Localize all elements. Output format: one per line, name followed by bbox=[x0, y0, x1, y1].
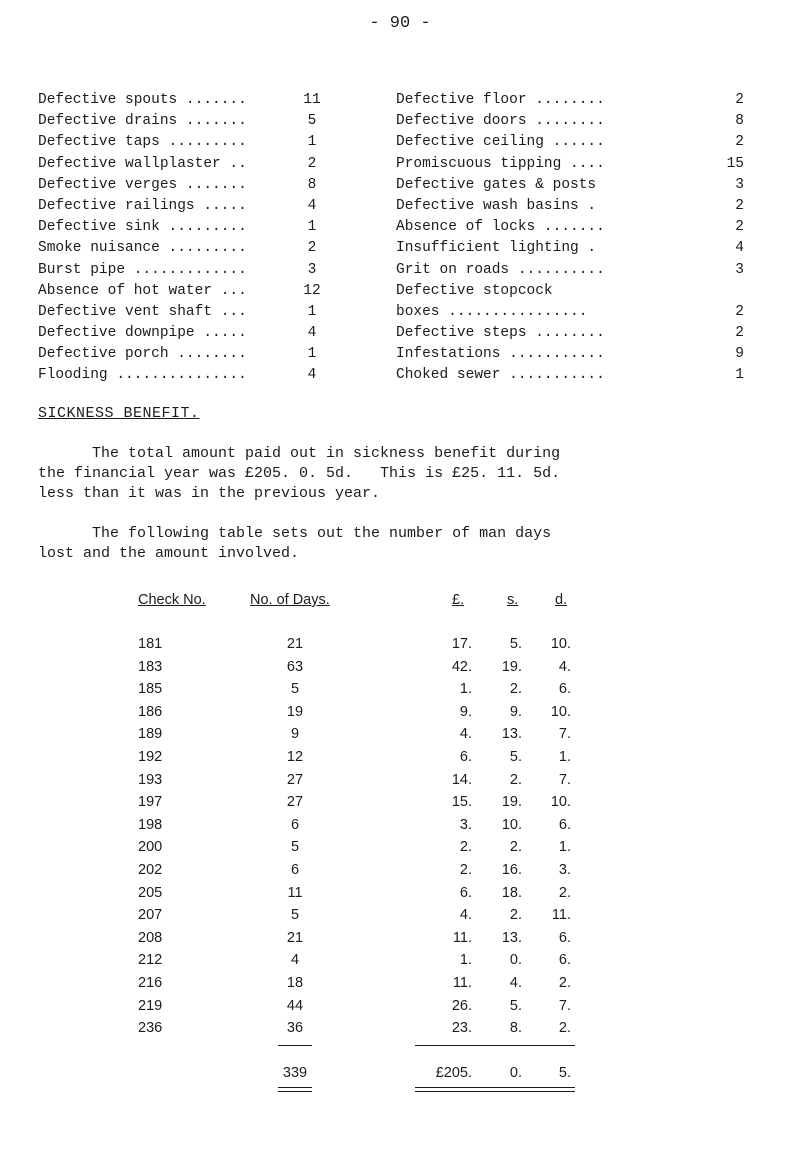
cell-pounds: 4. bbox=[459, 907, 472, 924]
cell-days: 27 bbox=[286, 794, 304, 811]
cell-shillings: 19. bbox=[501, 658, 522, 675]
defect-label: Defective downpipe ..... bbox=[38, 325, 247, 342]
cell-days: 9 bbox=[290, 726, 300, 743]
cell-days: 5 bbox=[290, 681, 300, 698]
cell-shillings: 5. bbox=[509, 749, 522, 765]
table-row bbox=[0, 862, 800, 884]
defect-row bbox=[396, 281, 776, 302]
cell-pounds: 2. bbox=[459, 839, 472, 856]
defect-label: Choked sewer ........... bbox=[396, 367, 605, 384]
defect-count: 2 bbox=[735, 303, 744, 320]
cell-shillings: 8. bbox=[509, 1020, 522, 1037]
cell-pounds: 15. bbox=[451, 794, 472, 811]
defect-row bbox=[396, 132, 776, 153]
cell-shillings: 10. bbox=[501, 816, 522, 833]
defect-label: Flooding ............... bbox=[38, 367, 247, 384]
cell-shillings: 18. bbox=[501, 884, 522, 901]
cell-shillings: 4. bbox=[509, 975, 522, 991]
defect-label: Defective floor ........ bbox=[396, 92, 605, 108]
defect-row bbox=[38, 111, 358, 132]
defect-row bbox=[396, 217, 776, 238]
paragraph-total-benefit: The total amount paid out in sickness benefit during the financial year was £205. 0. 5d. This is £25. 11. 5d. less than it was in the previous year. bbox=[38, 445, 561, 502]
defect-label: Defective drains ....... bbox=[38, 113, 247, 130]
table-row bbox=[0, 839, 800, 861]
header-days: No. of Days. bbox=[250, 592, 330, 608]
defect-row bbox=[38, 196, 358, 217]
defect-row bbox=[38, 344, 358, 365]
cell-days: 21 bbox=[286, 636, 304, 652]
table-row bbox=[0, 930, 800, 952]
cell-check-no: 198 bbox=[138, 816, 163, 833]
cell-shillings: 5. bbox=[509, 636, 522, 652]
total-days: 339 bbox=[282, 1064, 308, 1081]
cell-shillings: 2. bbox=[509, 681, 522, 698]
defect-row bbox=[38, 365, 358, 386]
page-number: - 90 - bbox=[369, 14, 431, 33]
cell-pounds: 4. bbox=[459, 726, 472, 743]
cell-check-no: 216 bbox=[138, 975, 163, 991]
table-row bbox=[0, 794, 800, 816]
cell-pence: 10. bbox=[550, 794, 571, 811]
defect-count: 4 bbox=[307, 325, 317, 342]
cell-shillings: 2. bbox=[509, 839, 522, 856]
cell-shillings: 9. bbox=[509, 703, 522, 720]
defect-label: Smoke nuisance ......... bbox=[38, 240, 247, 257]
total-pence: 5. bbox=[558, 1064, 571, 1081]
defects-left-column bbox=[38, 90, 358, 387]
table-row bbox=[0, 726, 800, 748]
cell-pounds: 2. bbox=[459, 862, 472, 878]
defect-count: 8 bbox=[735, 113, 744, 130]
cell-pounds: 6. bbox=[459, 749, 472, 765]
defect-row bbox=[396, 365, 776, 386]
defect-label: Grit on roads .......... bbox=[396, 261, 605, 278]
cell-shillings: 19. bbox=[501, 794, 522, 811]
cell-days: 36 bbox=[286, 1020, 304, 1037]
defect-row bbox=[396, 196, 776, 217]
cell-days: 5 bbox=[290, 839, 300, 856]
cell-pounds: 23. bbox=[451, 1020, 472, 1037]
defect-count: 8 bbox=[307, 176, 317, 193]
table-row bbox=[0, 704, 800, 726]
total-pounds: £205. bbox=[435, 1064, 472, 1081]
defect-label: Defective taps ......... bbox=[38, 134, 247, 151]
defect-label: Infestations ........... bbox=[396, 346, 605, 363]
table-row bbox=[0, 681, 800, 703]
defect-count: 2 bbox=[307, 240, 317, 257]
defect-label: Absence of hot water ... bbox=[38, 282, 247, 299]
defect-count: 11 bbox=[303, 92, 321, 108]
cell-days: 6 bbox=[290, 862, 300, 878]
cell-pence: 2. bbox=[558, 975, 571, 991]
defect-row bbox=[38, 323, 358, 344]
defect-label: Defective gates & posts bbox=[396, 176, 597, 193]
table-row bbox=[0, 952, 800, 974]
totals-row bbox=[0, 1065, 800, 1087]
defect-count: 4 bbox=[307, 197, 317, 214]
cell-pounds: 14. bbox=[451, 771, 472, 788]
defect-count: 3 bbox=[307, 261, 317, 278]
section-title: SICKNESS BENEFIT. bbox=[38, 405, 200, 422]
cell-pence: 6. bbox=[558, 681, 571, 698]
defect-count: 4 bbox=[735, 240, 744, 257]
cell-days: 63 bbox=[286, 658, 304, 675]
defect-row bbox=[396, 323, 776, 344]
table-row bbox=[0, 772, 800, 794]
defect-count: 3 bbox=[735, 261, 744, 278]
cell-pence: 2. bbox=[558, 1020, 571, 1037]
table-row bbox=[0, 636, 800, 658]
defect-count: 1 bbox=[307, 346, 317, 363]
defect-row bbox=[396, 302, 776, 323]
defect-row bbox=[396, 111, 776, 132]
defect-count: 15 bbox=[726, 155, 744, 172]
cell-check-no: 186 bbox=[138, 703, 163, 720]
defect-row bbox=[38, 154, 358, 175]
cell-days: 18 bbox=[286, 975, 304, 991]
cell-pounds: 17. bbox=[451, 636, 472, 652]
cell-check-no: 236 bbox=[138, 1020, 163, 1037]
cell-check-no: 207 bbox=[138, 907, 163, 924]
cell-check-no: 208 bbox=[138, 929, 163, 946]
defect-label: Defective doors ........ bbox=[396, 113, 605, 130]
cell-pence: 6. bbox=[558, 816, 571, 833]
cell-check-no: 202 bbox=[138, 862, 163, 878]
defect-count: 5 bbox=[307, 113, 317, 130]
table-row bbox=[0, 975, 800, 997]
cell-pence: 7. bbox=[558, 771, 571, 788]
defect-count: 2 bbox=[735, 219, 744, 236]
cell-pence: 3. bbox=[558, 862, 571, 878]
defect-count: 2 bbox=[735, 92, 744, 108]
cell-pounds: 11. bbox=[452, 929, 472, 946]
cell-check-no: 189 bbox=[138, 726, 163, 743]
defect-label: Defective wallplaster .. bbox=[38, 155, 247, 172]
defect-row bbox=[38, 132, 358, 153]
cell-days: 11 bbox=[287, 884, 303, 901]
header-check-no: Check No. bbox=[138, 592, 206, 608]
cell-pence: 7. bbox=[558, 726, 571, 743]
table-row bbox=[0, 1020, 800, 1042]
cell-check-no: 181 bbox=[138, 636, 163, 652]
header-shillings: s. bbox=[507, 592, 519, 608]
table-row bbox=[0, 749, 800, 771]
cell-check-no: 193 bbox=[138, 771, 163, 788]
total-shillings: 0. bbox=[509, 1064, 522, 1081]
defect-row bbox=[38, 238, 358, 259]
cell-days: 6 bbox=[290, 816, 300, 833]
cell-shillings: 2. bbox=[509, 771, 522, 788]
cell-pounds: 26. bbox=[451, 997, 472, 1014]
defect-row bbox=[396, 175, 776, 196]
defect-label: Absence of locks ....... bbox=[396, 219, 605, 236]
defect-label: Defective verges ....... bbox=[38, 176, 247, 193]
cell-shillings: 13. bbox=[501, 726, 522, 743]
cell-check-no: 205 bbox=[138, 884, 163, 901]
table-row bbox=[0, 885, 800, 907]
defect-row bbox=[38, 281, 358, 302]
defect-count: 2 bbox=[735, 325, 744, 342]
defect-label: Defective ceiling ...... bbox=[396, 134, 605, 151]
cell-check-no: 197 bbox=[138, 794, 163, 811]
defect-row bbox=[396, 260, 776, 281]
defect-count: 2 bbox=[307, 155, 317, 172]
cell-pounds: 1. bbox=[459, 681, 472, 698]
cell-pounds: 1. bbox=[459, 952, 472, 969]
cell-check-no: 200 bbox=[138, 839, 163, 856]
defect-label: Defective spouts ....... bbox=[38, 92, 247, 108]
cell-check-no: 212 bbox=[138, 952, 163, 969]
defect-label: Defective railings ..... bbox=[38, 197, 247, 214]
defect-count: 1 bbox=[735, 367, 744, 384]
defect-label: Burst pipe ............. bbox=[38, 261, 247, 278]
cell-shillings: 13. bbox=[501, 929, 522, 946]
table-row bbox=[0, 998, 800, 1020]
defect-row bbox=[396, 344, 776, 365]
cell-shillings: 5. bbox=[509, 997, 522, 1014]
defect-count: 12 bbox=[303, 282, 321, 299]
defect-row bbox=[38, 302, 358, 323]
defect-count: 1 bbox=[307, 134, 317, 151]
rule-days-below bbox=[278, 1087, 312, 1088]
cell-pence: 10. bbox=[550, 636, 571, 652]
defect-label: Defective wash basins . bbox=[396, 197, 597, 214]
rule-days-above bbox=[278, 1045, 312, 1047]
cell-shillings: 0. bbox=[509, 952, 522, 969]
cell-shillings: 2. bbox=[509, 907, 522, 924]
defects-right-column bbox=[396, 90, 776, 387]
cell-pounds: 11. bbox=[452, 975, 472, 991]
defect-row bbox=[396, 238, 776, 259]
defect-count: 1 bbox=[307, 303, 317, 320]
cell-check-no: 219 bbox=[138, 997, 163, 1014]
rule-days-below bbox=[278, 1091, 312, 1092]
cell-days: 4 bbox=[290, 952, 300, 969]
defect-count: 4 bbox=[307, 367, 317, 384]
header-pounds: £. bbox=[452, 592, 465, 608]
paragraph-table-intro: The following table sets out the number of man days lost and the amount involved. bbox=[38, 525, 552, 562]
defect-label: Defective vent shaft ... bbox=[38, 303, 247, 320]
cell-days: 19 bbox=[286, 703, 304, 720]
defect-count: 9 bbox=[735, 346, 744, 363]
cell-check-no: 183 bbox=[138, 658, 163, 675]
defect-row bbox=[38, 217, 358, 238]
defect-row bbox=[38, 175, 358, 196]
cell-pence: 11. bbox=[551, 907, 571, 924]
cell-pence: 1. bbox=[558, 749, 571, 765]
rule-amount-below bbox=[415, 1091, 575, 1092]
cell-pence: 1. bbox=[558, 839, 571, 856]
cell-pence: 6. bbox=[558, 929, 571, 946]
defect-label: Promiscuous tipping .... bbox=[396, 155, 605, 172]
defect-label: Defective porch ........ bbox=[38, 346, 247, 363]
cell-days: 21 bbox=[286, 929, 304, 946]
defect-label: Defective sink ......... bbox=[38, 219, 247, 236]
cell-check-no: 185 bbox=[138, 681, 163, 698]
defect-row bbox=[396, 154, 776, 175]
defect-count: 3 bbox=[735, 176, 744, 193]
cell-pounds: 3. bbox=[459, 816, 472, 833]
defect-row bbox=[38, 90, 358, 111]
defect-label: Defective steps ........ bbox=[396, 325, 605, 342]
cell-pence: 10. bbox=[550, 703, 571, 720]
cell-pence: 7. bbox=[558, 997, 571, 1014]
defect-count: 2 bbox=[735, 134, 744, 151]
defect-label: boxes ................ bbox=[396, 303, 588, 320]
defect-count: 1 bbox=[307, 219, 317, 236]
cell-pence: 2. bbox=[558, 884, 571, 901]
rule-amount-below bbox=[415, 1087, 575, 1088]
cell-days: 5 bbox=[290, 907, 300, 924]
defect-count: 2 bbox=[735, 197, 744, 214]
cell-pence: 4. bbox=[558, 658, 571, 675]
defect-label: Insufficient lighting . bbox=[396, 240, 597, 257]
rule-amount-above bbox=[415, 1045, 575, 1047]
cell-days: 27 bbox=[286, 771, 304, 788]
cell-pence: 6. bbox=[558, 952, 571, 969]
table-row bbox=[0, 659, 800, 681]
cell-days: 12 bbox=[286, 749, 304, 765]
defect-row bbox=[38, 260, 358, 281]
defect-label: Defective stopcock bbox=[396, 282, 553, 299]
cell-days: 44 bbox=[286, 997, 304, 1014]
defect-row bbox=[396, 90, 776, 111]
table-row bbox=[0, 907, 800, 929]
header-pence: d. bbox=[555, 592, 568, 608]
table-row bbox=[0, 817, 800, 839]
cell-pounds: 6. bbox=[459, 884, 472, 901]
cell-shillings: 16. bbox=[501, 862, 522, 878]
cell-pounds: 9. bbox=[459, 703, 472, 720]
cell-pounds: 42. bbox=[451, 658, 472, 675]
cell-check-no: 192 bbox=[138, 749, 163, 765]
